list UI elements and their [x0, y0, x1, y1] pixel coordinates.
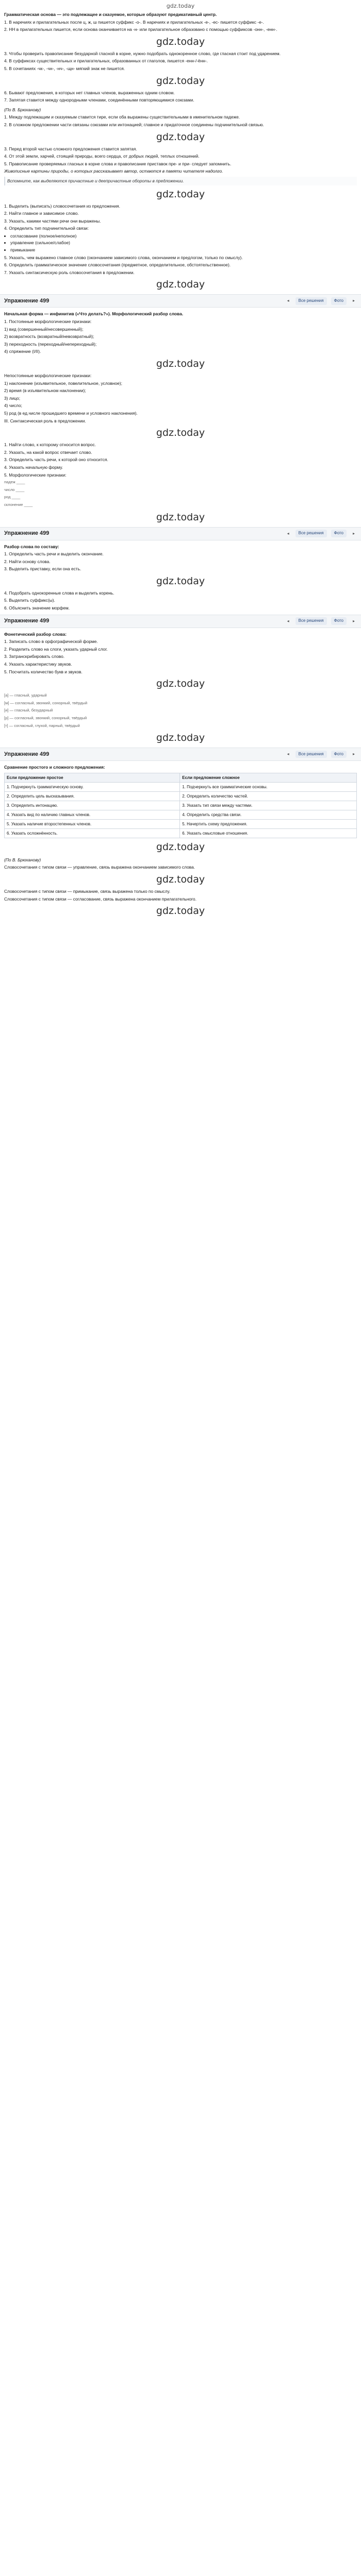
field: падеж ____ — [4, 480, 25, 485]
text-section — [4, 107, 357, 292]
exercise-controls — [285, 530, 357, 537]
exercise-bar — [0, 615, 361, 628]
phonetic-step: 1. Записать слово в орфографической форме. — [4, 639, 98, 645]
intro-line: 2. НН в прилагательных пишется, если основа оканчивается на -н- или прилагательное образовано с помощью суффиксов -онн-, -енн-. — [4, 27, 277, 32]
section-heading: Фонетический разбор слова: — [4, 631, 67, 637]
parsing-step: 6. Объяснить значение морфем. — [4, 605, 70, 611]
table-cell: 3. Определить интонацию. — [5, 801, 180, 810]
exercise-controls — [285, 297, 357, 305]
list-item: • управление (сильное/слабое) — [10, 240, 357, 246]
watermark: gdz.today — [156, 75, 205, 87]
field: число ____ — [4, 487, 25, 492]
paragraph: Словосочетания с типом связи — примыкание, связь выражена только по смыслу. — [4, 888, 171, 894]
parsing-section — [4, 544, 357, 612]
morph-item: Непостоянные морфологические признаки: — [4, 373, 92, 378]
morph-item: 1) наклонение (изъявительное, повелительное, условное); — [4, 380, 122, 386]
paragraph: 4. От этой земли, харчей, стоящей природы, всего сердца, от добрых людей, теплых отношений. — [4, 154, 200, 159]
watermark: gdz.today — [156, 279, 205, 291]
sound-item: [р] — согласный, звонкий, сонорный, твёрдый — [4, 716, 87, 720]
exercise-bar — [0, 748, 361, 761]
parsing-step: 1. Определить часть речи и выделить окончание. — [4, 551, 104, 557]
step: 1. Выделить (выписать) словосочетания из предложения. — [4, 203, 120, 209]
intro-line: 5. В сочетаниях -чк-, -чн-, -нч-, -щн- мягкий знак не пишется. — [4, 65, 125, 71]
table-row — [5, 828, 357, 838]
table-header-row — [5, 773, 357, 782]
table-row — [5, 810, 357, 819]
watermark-top: gdz.today — [166, 3, 195, 9]
table-row — [5, 801, 357, 810]
photo-link[interactable]: Фото — [331, 751, 347, 758]
exercise-bar — [0, 294, 361, 308]
table-row — [5, 782, 357, 791]
page — [0, 0, 361, 918]
exercise-title: Упражнение 499 — [4, 530, 50, 537]
table-cell: 5. Указать наличие второстепенных членов. — [5, 819, 180, 828]
table-cell: 4. Определить средства связи. — [180, 810, 357, 819]
watermark: gdz.today — [156, 841, 205, 853]
watermark: gdz.today — [156, 732, 205, 744]
morph2-item: 3. Определить часть речи, к которой оно относится. — [4, 457, 108, 463]
final-section — [4, 857, 357, 918]
step: 5. Указать, чем выражено главное слово (окончанием зависимого слова, окончанием и предлогом, только по смыслу). — [4, 255, 243, 260]
table-cell: 4. Указать вид по наличию главных членов. — [5, 810, 180, 819]
morph2-item: 1. Найти слово, к которому относится вопрос. — [4, 442, 96, 448]
watermark: gdz.today — [156, 575, 205, 587]
exercise-title: Упражнение 499 — [4, 751, 50, 757]
phonetic-step: 4. Указать характеристику звуков. — [4, 662, 72, 667]
source-note: (По В. Брюханову) — [4, 857, 41, 862]
morph-item: III. Синтаксическая роль в предложении. — [4, 418, 86, 423]
exercise-title: Упражнение 499 — [4, 298, 50, 304]
list-item: • согласование (полное/неполное) — [10, 233, 357, 240]
watermark: gdz.today — [156, 905, 205, 917]
table-header: Если предложение сложное — [180, 773, 357, 782]
intro-line: 4. В суффиксах существительных и прилагательных, образованных от глаголов, пишется -енн-/-ённ-. — [4, 58, 208, 64]
field: склонение ____ — [4, 502, 33, 507]
table-cell: 3. Указать тип связи между частями. — [180, 801, 357, 810]
morph-item: 4) число; — [4, 403, 22, 409]
all-solutions-link[interactable]: Все решения — [296, 297, 327, 305]
parsing-step: 3. Выделить приставку, если она есть. — [4, 566, 81, 572]
watermark: gdz.today — [156, 511, 205, 523]
intro-section — [4, 11, 357, 104]
table-cell: 2. Определить количество частей. — [180, 791, 357, 801]
prev-icon[interactable]: ◂ — [287, 752, 289, 757]
watermark: gdz.today — [156, 36, 205, 47]
morph-item: 1) вид (совершенный/несовершенный); — [4, 326, 84, 332]
step: 6. Определить грамматическое значение словосочетания (предметное, определительное, обстоятельственное). — [4, 262, 231, 268]
sound-item: [и] — гласный, безударный — [4, 708, 53, 713]
next-icon[interactable]: ▸ — [352, 618, 355, 623]
morph-item: 1. Постоянные морфологические признаки: — [4, 319, 92, 325]
morph-item: 3) переходность (переходный/непереходный); — [4, 341, 97, 347]
sound-item: [т] — согласный, глухой, парный, твёрдый — [4, 723, 80, 728]
morph-item: 2) возвратность (возвратный/невозвратный); — [4, 334, 94, 340]
parsing-step: 4. Подобрать однокоренные слова и выделить корень. — [4, 590, 114, 596]
table-cell: 6. Указать осложнённость. — [5, 828, 180, 838]
phonetic-step: 3. Затранскрибировать слово. — [4, 654, 65, 659]
all-solutions-link[interactable]: Все решения — [296, 530, 327, 537]
table-section — [4, 764, 357, 854]
table-cell: 1. Подчеркнуть грамматическую основу. — [5, 782, 180, 791]
all-solutions-link[interactable]: Все решения — [296, 617, 327, 625]
table-cell: 2. Определить цель высказывания. — [5, 791, 180, 801]
table-row — [5, 819, 357, 828]
all-solutions-link[interactable]: Все решения — [296, 751, 327, 758]
table-caption: Сравнение простого и сложного предложения: — [4, 765, 105, 770]
table-row — [5, 791, 357, 801]
watermark: gdz.today — [156, 358, 205, 369]
watermark: gdz.today — [156, 678, 205, 690]
table-cell: 5. Начертить схему предложения. — [180, 819, 357, 828]
paragraph: 3. Перед второй частью сложного предложения ставится запятая. — [4, 146, 137, 151]
paragraph: 5. Правописание проверяемых гласных в корне слова и правописание приставок пре- и при- следует запомнить. — [4, 161, 232, 166]
parsing-step: 2. Найти основу слова. — [4, 558, 51, 564]
table-header: Если предложение простое — [5, 773, 180, 782]
field: род ____ — [4, 495, 21, 500]
step: 7. Указать синтаксическую роль словосочетания в предложении. — [4, 269, 135, 275]
prev-icon[interactable]: ◂ — [287, 531, 289, 536]
intro-line: 7. Запятая ставится между однородными членами, соединёнными повторяющимися союзами. — [4, 97, 194, 103]
sound-item: [а] — гласный, ударный — [4, 693, 47, 698]
exercise-controls — [285, 617, 357, 625]
section-heading: Начальная форма — инфинитив («Что делать?»). Морфологический разбор слова. — [4, 311, 184, 317]
exercise-bar — [0, 527, 361, 540]
step: 4. Определить тип подчинительной связи: — [4, 226, 89, 231]
table-cell: 1. Подчеркнуть все грамматические основы. — [180, 782, 357, 791]
sound-item: [м] — согласный, звонкий, сонорный, твёрдый — [4, 700, 88, 705]
prev-icon[interactable]: ◂ — [287, 618, 289, 623]
watermark: gdz.today — [156, 188, 205, 200]
photo-link[interactable]: Фото — [331, 617, 347, 625]
source-note: (По В. Брюханову) — [4, 107, 41, 112]
intro-line: 6. Бывают предложения, в которых нет главных членов, выраженных одним словом. — [4, 90, 175, 95]
morph2-item: 4. Указать начальную форму. — [4, 464, 63, 470]
paragraph: Словосочетания с типом связи — управление, связь выражена окончанием зависимого слова. — [4, 865, 195, 870]
watermark: gdz.today — [156, 131, 205, 143]
section-heading: Разбор слова по составу: — [4, 544, 59, 549]
exercise-controls — [285, 751, 357, 758]
morph-item: 2) время (в изъявительном наклонении); — [4, 388, 86, 394]
morph2-item: 5. Морфологические признаки: — [4, 472, 67, 478]
intro-line: 3. Чтобы проверить правописание безударной гласной в корне, нужно подобрать однокоренное слово, где гласная стоит под ударением. — [4, 50, 281, 56]
intro-heading: Грамматическая основа — это подлежащее и сказуемое, которые образуют предикативный центр. — [4, 12, 217, 17]
photo-link[interactable]: Фото — [331, 297, 347, 305]
next-icon[interactable]: ▸ — [352, 298, 355, 303]
step: 3. Указать, какими частями речи они выражены. — [4, 218, 101, 224]
morph-item: 3) лицо; — [4, 395, 21, 401]
paragraph: 1. Между подлежащим и сказуемым ставится тире, если оба выражены существительными в именительном падеже. — [4, 114, 240, 120]
watermark: gdz.today — [156, 873, 205, 885]
paragraph: Словосочетания с типом связи — согласование, связь выражена окончанием прилагательного. — [4, 896, 196, 902]
comparison-table — [4, 773, 357, 838]
prev-icon[interactable]: ◂ — [287, 298, 289, 303]
table-cell: 6. Указать смысловые отношения. — [180, 828, 357, 838]
list-item: • примыкание — [10, 247, 357, 253]
phonetic-section — [4, 631, 357, 745]
morph2-item: 2. Указать, на какой вопрос отвечает слово. — [4, 449, 92, 455]
watermark: gdz.today — [156, 427, 205, 439]
step: 2. Найти главное и зависимое слово. — [4, 211, 79, 216]
link-type-list — [4, 233, 357, 253]
next-icon[interactable]: ▸ — [352, 531, 355, 536]
phonetic-step: 2. Разделить слово на слоги, указать ударный слог. — [4, 646, 108, 652]
photo-link[interactable]: Фото — [331, 530, 347, 537]
hint-box: Вспомните, как выделяются причастные и деепричастные обороты в предложении. — [4, 177, 357, 185]
phonetic-step: 5. Посчитать количество букв и звуков. — [4, 669, 83, 674]
intro-line: 1. В наречиях и прилагательных после ц, ж, ш пишется суффикс -о-. В наречиях и прилагательных -е-, -ес- пишется суффикс -е-. — [4, 19, 264, 25]
exercise-title: Упражнение 499 — [4, 618, 50, 624]
paragraph: 2. В сложном предложении части связаны союзами или интонацией; главное и придаточное соединены подчинительной связью. — [4, 122, 264, 127]
next-icon[interactable]: ▸ — [352, 752, 355, 757]
paragraph: Живописные картины природы, о которых рассказывает автор, остаются в памяти читателя надолго. — [4, 168, 223, 174]
morph-item: 4) спряжение (I/II). — [4, 349, 41, 354]
parsing-step: 5. Выделить суффикс(ы). — [4, 598, 55, 603]
morph-section — [4, 311, 357, 523]
morph-item: 5) род (в ед.числе прошедшего времени и условного наклонения). — [4, 410, 138, 416]
